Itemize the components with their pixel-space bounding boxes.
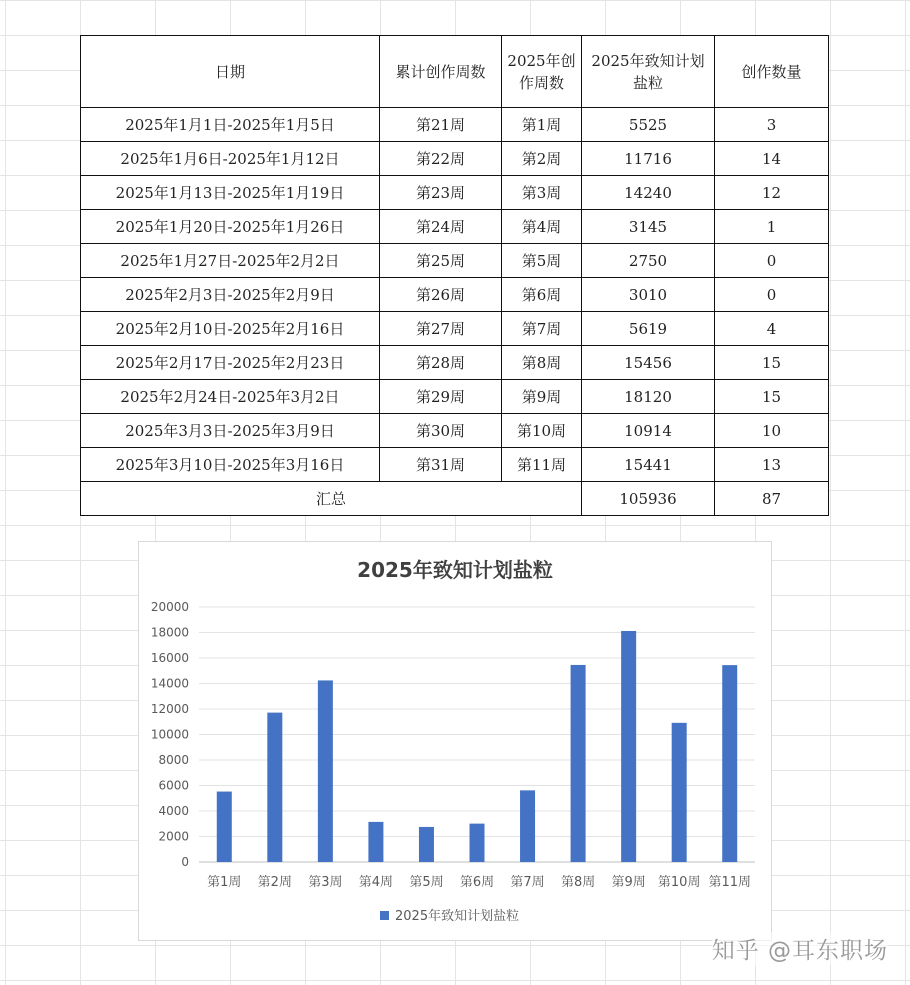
bars: [217, 631, 737, 862]
summary-total-count: 87: [715, 482, 829, 516]
cell-date: 2025年2月24日-2025年3月2日: [81, 380, 380, 414]
legend-swatch: [380, 911, 389, 920]
cell-2025-week: 第6周: [502, 278, 582, 312]
x-tick-label: 第11周: [708, 875, 752, 890]
y-axis-ticks: [151, 600, 189, 869]
table-row: [81, 210, 829, 244]
cell-cumulative-week: 第27周: [380, 312, 502, 346]
cell-date: 2025年3月10日-2025年3月16日: [81, 448, 380, 482]
header-2025-weeks: 2025年创作周数: [502, 36, 582, 108]
y-tick-label: 0: [181, 855, 189, 869]
table-row: [81, 414, 829, 448]
cell-cumulative-week: 第22周: [380, 142, 502, 176]
cell-salt: 10914: [582, 414, 715, 448]
header-date: 日期: [81, 36, 380, 108]
cell-count: 3: [715, 108, 829, 142]
cell-2025-week: 第3周: [502, 176, 582, 210]
table-row: [81, 380, 829, 414]
bar: [368, 822, 383, 862]
header-count: 创作数量: [715, 36, 829, 108]
cell-date: 2025年1月13日-2025年1月19日: [81, 176, 380, 210]
table-row: [81, 448, 829, 482]
watermark: 知乎 @耳东职场: [712, 932, 888, 965]
x-tick-label: 第8周: [560, 875, 596, 890]
table-row: [81, 142, 829, 176]
cell-date: 2025年1月20日-2025年1月26日: [81, 210, 380, 244]
bar: [267, 713, 282, 862]
table-header-row: [81, 36, 829, 108]
cell-count: 12: [715, 176, 829, 210]
cell-count: 1: [715, 210, 829, 244]
cell-cumulative-week: 第25周: [380, 244, 502, 278]
y-tick-label: 14000: [150, 676, 189, 691]
y-tick-label: 10000: [150, 727, 189, 742]
x-tick-label: 第6周: [459, 875, 495, 890]
cell-count: 15: [715, 380, 829, 414]
cell-salt: 2750: [582, 244, 715, 278]
data-table: [80, 35, 829, 516]
cell-count: 10: [715, 414, 829, 448]
cell-cumulative-week: 第26周: [380, 278, 502, 312]
y-tick-label: 8000: [158, 753, 189, 767]
cell-salt: 5525: [582, 108, 715, 142]
bar: [621, 631, 636, 862]
x-tick-label: 第1周: [207, 875, 242, 890]
cell-count: 13: [715, 448, 829, 482]
y-tick-label: 4000: [158, 804, 189, 818]
y-tick-label: 2000: [158, 829, 189, 844]
cell-salt: 15456: [582, 346, 715, 380]
bar: [419, 827, 434, 862]
x-tick-label: 第3周: [308, 875, 343, 890]
cell-salt: 11716: [582, 142, 715, 176]
table-row: [81, 278, 829, 312]
cell-2025-week: 第8周: [502, 346, 582, 380]
cell-cumulative-week: 第28周: [380, 346, 502, 380]
cell-count: 4: [715, 312, 829, 346]
cell-salt: 3010: [582, 278, 715, 312]
legend-label: 2025年致知计划盐粒: [395, 909, 520, 924]
cell-2025-week: 第1周: [502, 108, 582, 142]
cell-cumulative-week: 第30周: [380, 414, 502, 448]
y-tick-label: 12000: [150, 702, 189, 716]
x-tick-label: 第7周: [510, 875, 545, 890]
x-tick-label: 第9周: [611, 875, 646, 890]
y-tick-label: 6000: [158, 778, 189, 793]
cell-2025-week: 第10周: [502, 414, 582, 448]
cell-cumulative-week: 第21周: [380, 108, 502, 142]
y-tick-label: 16000: [150, 651, 189, 665]
cell-salt: 18120: [582, 380, 715, 414]
cell-2025-week: 第9周: [502, 380, 582, 414]
cell-cumulative-week: 第24周: [380, 210, 502, 244]
cell-count: 0: [715, 244, 829, 278]
cell-salt: 3145: [582, 210, 715, 244]
table-row: [81, 244, 829, 278]
summary-label: 汇总: [81, 482, 582, 516]
cell-2025-week: 第7周: [502, 312, 582, 346]
cell-2025-week: 第11周: [502, 448, 582, 482]
summary-total-salt: 105936: [582, 482, 715, 516]
chart-container: [138, 541, 772, 941]
cell-cumulative-week: 第23周: [380, 176, 502, 210]
bar: [672, 723, 687, 862]
summary-row: [81, 482, 829, 516]
cell-date: 2025年2月3日-2025年2月9日: [81, 278, 380, 312]
table-row: [81, 346, 829, 380]
cell-count: 15: [715, 346, 829, 380]
y-tick-label: 18000: [150, 625, 189, 640]
cell-date: 2025年1月27日-2025年2月2日: [81, 244, 380, 278]
table-row: [81, 176, 829, 210]
cell-cumulative-week: 第31周: [380, 448, 502, 482]
header-cumulative-weeks: 累计创作周数: [380, 36, 502, 108]
cell-2025-week: 第2周: [502, 142, 582, 176]
x-tick-label: 第2周: [257, 875, 292, 890]
cell-date: 2025年3月3日-2025年3月9日: [81, 414, 380, 448]
cell-date: 2025年1月1日-2025年1月5日: [81, 108, 380, 142]
cell-salt: 14240: [582, 176, 715, 210]
y-tick-label: 20000: [150, 600, 189, 614]
cell-2025-week: 第5周: [502, 244, 582, 278]
x-tick-label: 第5周: [409, 875, 444, 890]
cell-count: 14: [715, 142, 829, 176]
table-row: [81, 312, 829, 346]
cell-date: 2025年2月17日-2025年2月23日: [81, 346, 380, 380]
bar-chart: [139, 542, 773, 942]
cell-date: 2025年2月10日-2025年2月16日: [81, 312, 380, 346]
header-salt: 2025年致知计划盐粒: [582, 36, 715, 108]
bar: [470, 824, 485, 862]
bar: [520, 790, 535, 862]
bar: [318, 680, 333, 862]
table-body: [81, 36, 829, 516]
bar: [722, 665, 737, 862]
bar: [571, 665, 586, 862]
cell-salt: 5619: [582, 312, 715, 346]
legend: [380, 908, 519, 924]
x-tick-label: 第10周: [657, 875, 701, 890]
cell-count: 0: [715, 278, 829, 312]
table-row: [81, 108, 829, 142]
cell-2025-week: 第4周: [502, 210, 582, 244]
cell-date: 2025年1月6日-2025年1月12日: [81, 142, 380, 176]
x-tick-label: 第4周: [358, 875, 394, 890]
cell-cumulative-week: 第29周: [380, 380, 502, 414]
bar: [217, 792, 232, 862]
x-axis-ticks: [207, 875, 751, 890]
chart-title: 2025年致知计划盐粒: [357, 558, 553, 582]
cell-salt: 15441: [582, 448, 715, 482]
